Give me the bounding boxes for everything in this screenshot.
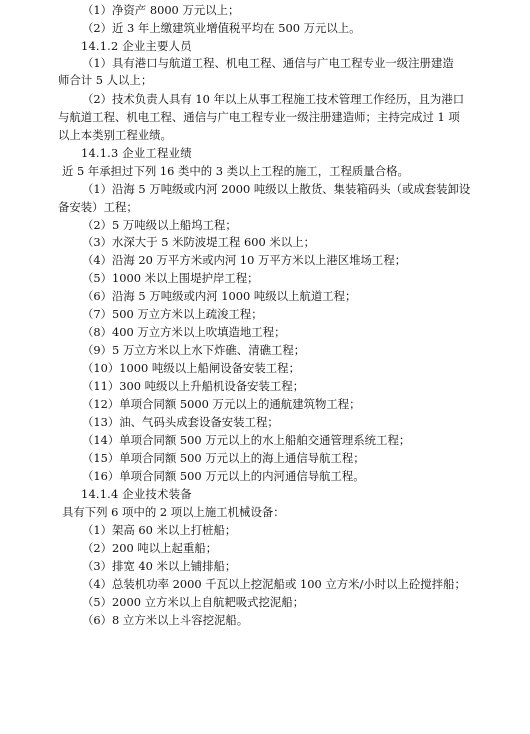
text-line: 近 5 年承担过下列 16 类中的 3 类以上工程的施工，工程质量合格。 [62, 164, 409, 178]
text-line: （2）技术负责人具有 10 年以上从事工程施工技术管理工作经历，且为港口 [82, 92, 465, 106]
text-line: （10）1000 吨级以上船闸设备安装工程； [82, 361, 300, 375]
text-line: （4）沿海 20 万平方米或内河 10 万平方米以上港区堆场工程； [82, 253, 407, 267]
text-line: （15）单项合同额 500 万元以上的海上通信导航工程； [82, 451, 365, 465]
text-line: （12）单项合同额 5000 万元以上的通航建筑物工程； [82, 397, 361, 411]
text-line: 师合计 5 人以上； [58, 73, 153, 87]
text-line: （2）200 吨以上起重船； [82, 541, 218, 555]
text-line: （7）500 万立方米以上疏浚工程； [82, 307, 263, 321]
text-line: （8）400 万立方米以上吹填造地工程； [82, 325, 286, 339]
text-line: （11）300 吨级以上升船机设备安装工程； [82, 379, 305, 393]
text-line: （6）8 立方米以上斗容挖泥船。 [82, 613, 249, 627]
text-line: （1）沿海 5 万吨级或内河 2000 吨级以上散货、集装箱码头（或成套装卸设 [82, 182, 471, 196]
text-line: 与航道工程、机电工程、通信与广电工程专业一级注册建造师；主持完成过 1 项 [58, 110, 460, 124]
text-line: （5）2000 立方米以上自航耙吸式挖泥船； [82, 595, 305, 609]
text-line: （1）净资产 8000 万元以上； [82, 3, 240, 17]
text-line: （2）近 3 年上缴建筑业增值税平均在 500 万元以上。 [82, 21, 361, 35]
section-title: 14.1.2 企业主要人员 [81, 39, 192, 53]
text-line: （5）1000 米以上围堤护岸工程； [82, 271, 259, 285]
text-line: （4）总装机功率 2000 千瓦以上挖泥船或 100 立方米/小时以上砼搅拌船； [82, 577, 466, 591]
text-line: （3）水深大于 5 米防波堤工程 600 米以上； [82, 235, 315, 249]
text-line: 具有下列 6 项中的 2 项以上施工机械设备： [62, 505, 285, 519]
text-line: （6）沿海 5 万吨级或内河 1000 吨级以上航道工程； [82, 289, 357, 303]
text-line: （16）单项合同额 500 万元以上的内河通信导航工程。 [82, 469, 365, 483]
section-title: 14.1.3 企业工程业绩 [81, 146, 192, 160]
text-line: （13）油、气码头成套设备安装工程； [82, 415, 279, 429]
text-line: 备安装）工程； [58, 200, 138, 214]
text-line: （14）单项合同额 500 万元以上的水上船舶交通管理系统工程； [82, 433, 411, 447]
text-line: （9）5 万立方米以上水下炸礁、清礁工程； [82, 343, 306, 357]
text-line: （2）5 万吨级以上船坞工程； [82, 218, 237, 232]
section-title: 14.1.4 企业技术装备 [81, 487, 192, 501]
text-line: （1）具有港口与航道工程、机电工程、通信与广电工程专业一级注册建造 [82, 56, 454, 70]
text-line: （3）排宽 40 米以上铺排船； [82, 559, 237, 573]
text-line: 以上本类别工程业绩。 [58, 128, 172, 142]
text-line: （1）架高 60 米以上打桩船； [82, 523, 237, 537]
